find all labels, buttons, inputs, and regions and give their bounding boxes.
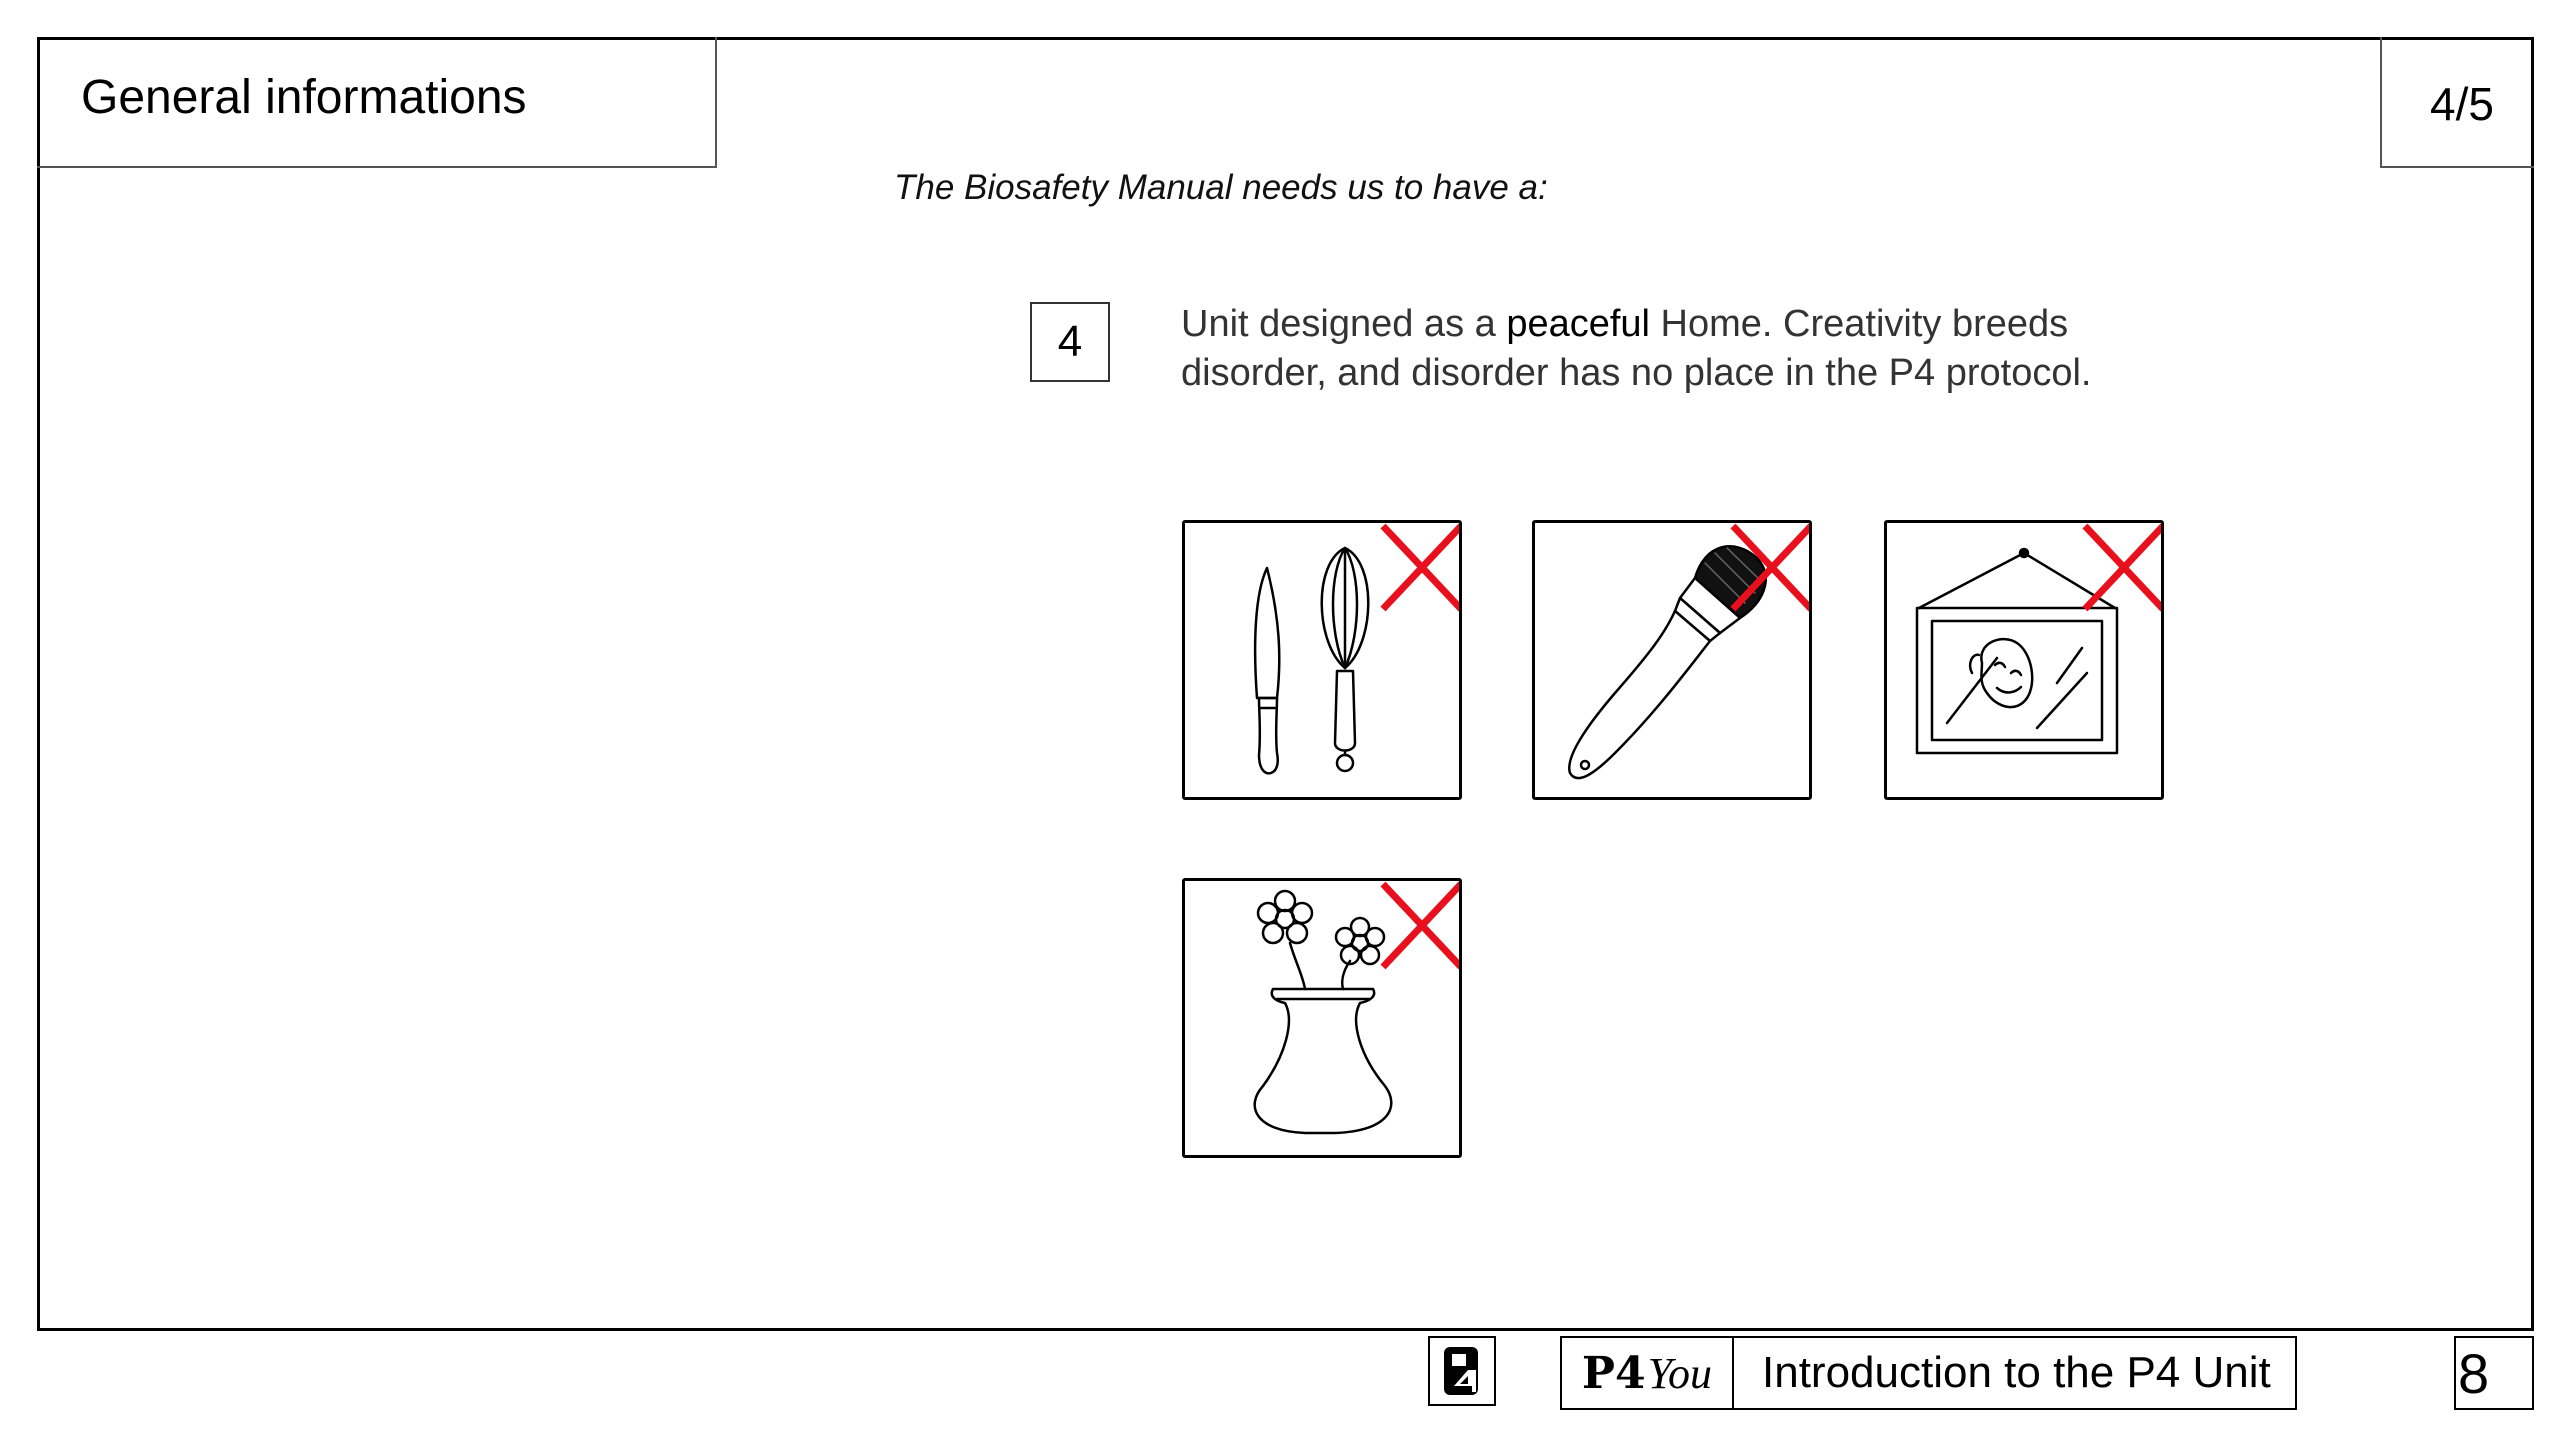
emphasis-word: peaceful (1506, 303, 1650, 345)
page-current: 4 (2430, 78, 2456, 130)
brand-script: You (1647, 1348, 1713, 1398)
forbidden-cross-icon (1185, 523, 1459, 797)
forbidden-paintbrush-tile (1532, 520, 1812, 800)
forbidden-cross-icon (1185, 881, 1459, 1155)
forbidden-picture-frame-tile (1884, 520, 2164, 800)
section-title: General informations (81, 71, 527, 124)
forbidden-cross-icon (1535, 523, 1809, 797)
slide-number: 8 (2454, 1336, 2534, 1410)
brand-bold: P4 (1581, 1347, 1646, 1399)
item-number-box (1030, 302, 1110, 382)
section-title-box (37, 37, 717, 168)
page-separator: / (2455, 78, 2469, 130)
page-indicator (2380, 37, 2534, 168)
p4you-brand (1560, 1336, 1734, 1410)
p4-logo-icon (1440, 1344, 1484, 1398)
course-title: Introduction to the P4 Unit (1732, 1336, 2297, 1410)
intro-text: The Biosafety Manual needs us to have a: (894, 168, 1548, 207)
item-description: Unit designed as a peaceful Home. Creativity breeds disorder, and disorder has no place in the P4 protocol. (1181, 303, 2092, 394)
forbidden-flower-vase-tile (1182, 878, 1462, 1158)
forbidden-kitchen-tools-tile (1182, 520, 1462, 800)
forbidden-cross-icon (1887, 523, 2161, 797)
item-number: 4 (1057, 317, 1083, 366)
p4-logo (1428, 1336, 1496, 1406)
page-total: 5 (2468, 78, 2494, 130)
